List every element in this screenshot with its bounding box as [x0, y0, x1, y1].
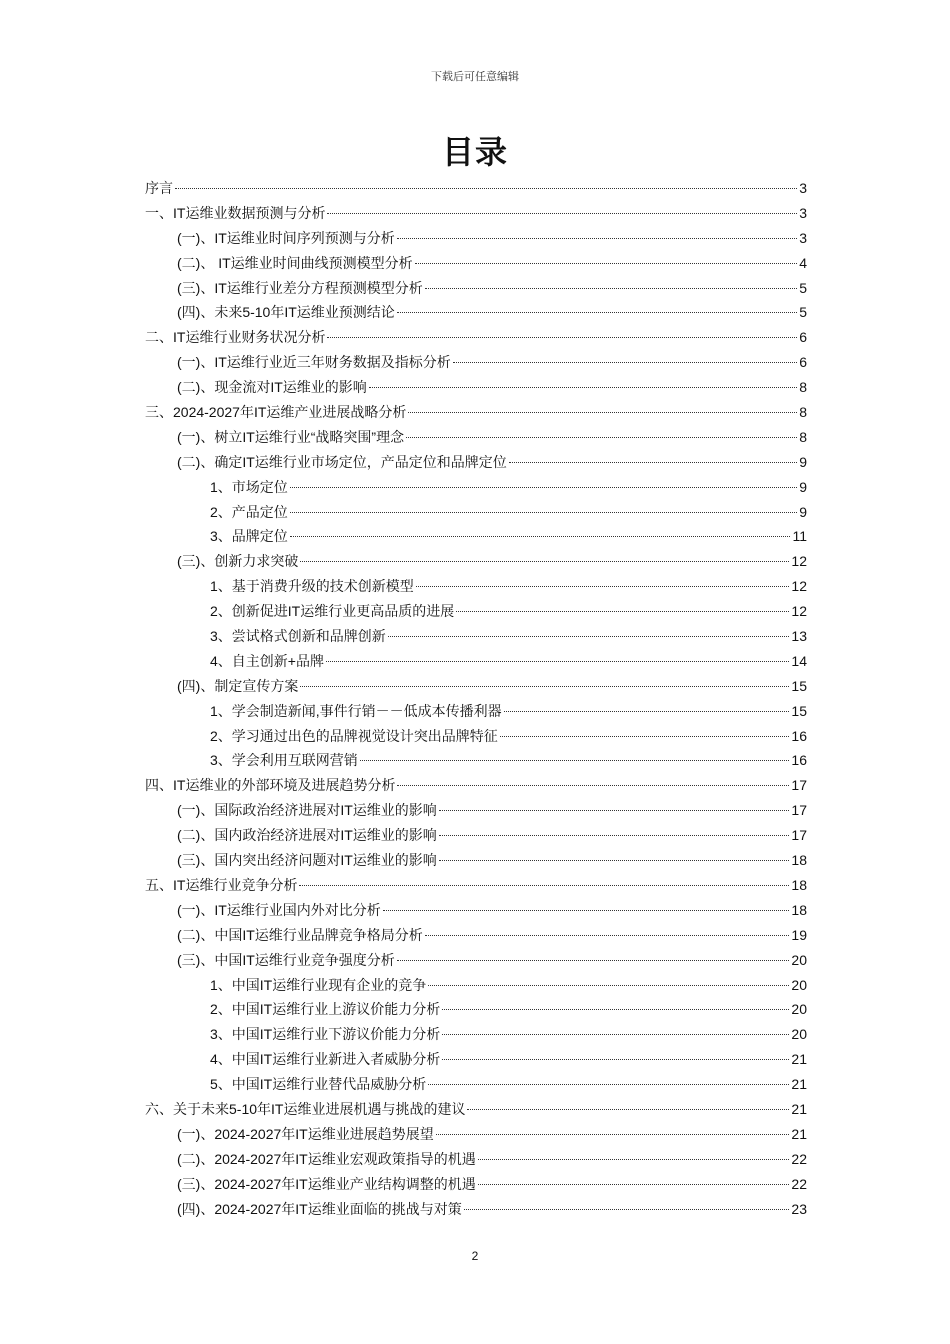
toc-entry[interactable] [145, 823, 807, 848]
toc-entry-title: (四)、2024-2027年IT运维业面临的挑战与对策 [177, 1200, 462, 1217]
toc-dot-leader [436, 1134, 790, 1135]
toc-entry-title: 1、基于消费升级的技术创新模型 [210, 578, 414, 595]
toc-entry[interactable] [145, 948, 807, 973]
toc-entry-title: 2、学习通过出色的品牌视觉设计突出品牌特征 [210, 727, 498, 744]
toc-entry-page: 16 [791, 752, 807, 769]
toc-entry[interactable] [145, 649, 807, 674]
toc-dot-leader [388, 636, 790, 637]
page-header: 下载后可任意编辑 [431, 71, 519, 83]
toc-entry-page: 5 [799, 304, 807, 321]
toc-dot-leader [290, 536, 791, 537]
toc-entry[interactable] [145, 500, 807, 525]
toc-entry[interactable] [145, 923, 807, 948]
toc-entry-title: 2、产品定位 [210, 503, 288, 520]
toc-entry-page: 13 [791, 628, 807, 645]
toc-entry-title: 二、IT运维行业财务状况分析 [145, 329, 326, 346]
toc-entry-title: 5、中国IT运维行业替代品威胁分析 [210, 1076, 427, 1093]
toc-entry-page: 17 [791, 777, 807, 794]
toc-entry-title: 序言 [145, 180, 173, 196]
toc-entry-title: (四)、制定宣传方案 [177, 677, 299, 694]
toc-dot-leader [397, 238, 797, 239]
toc-entry-title: (二)、国内政治经济进展对IT运维业的影响 [177, 827, 437, 844]
toc-entry-title: 2、中国IT运维行业上游议价能力分析 [210, 1001, 441, 1018]
toc-dot-leader [428, 1084, 789, 1085]
toc-entry-page: 18 [791, 852, 807, 869]
toc-entry-page: 21 [791, 1076, 807, 1093]
toc-dot-leader [478, 1184, 790, 1185]
toc-entry[interactable] [145, 325, 807, 350]
toc-entry-page: 22 [791, 1150, 807, 1167]
toc-entry-page: 22 [791, 1175, 807, 1192]
toc-entry[interactable] [145, 873, 807, 898]
toc-entry-page: 3 [799, 204, 807, 221]
toc-entry[interactable] [145, 1022, 807, 1047]
toc-entry-page: 3 [799, 180, 807, 196]
toc-entry-title: 2、创新促进IT运维行业更高品质的进展 [210, 603, 455, 620]
toc-entry[interactable] [145, 574, 807, 599]
toc-entry-title: 四、IT运维业的外部环境及进展趋势分析 [145, 777, 396, 794]
toc-entry-title: 六、关于未来5-10年IT运维业进展机遇与挑战的建议 [145, 1100, 466, 1117]
toc-entry-title: (三)、国内突出经济问题对IT运维业的影响 [177, 852, 437, 869]
toc-entry-page: 14 [791, 652, 807, 669]
toc-entry[interactable] [145, 1122, 807, 1147]
toc-entry[interactable] [145, 524, 807, 549]
toc-entry-title: 4、自主创新+品牌 [210, 652, 324, 669]
toc-entry-title: 五、IT运维行业竞争分析 [145, 876, 298, 893]
toc-entry-title: (一)、2024-2027年IT运维业进展趋势展望 [177, 1125, 434, 1142]
toc-entry-page: 18 [791, 876, 807, 893]
toc-entry-title: (三)、创新力求突破 [177, 553, 299, 570]
toc-entry[interactable] [145, 724, 807, 749]
toc-entry-title: (一)、国际政治经济进展对IT运维业的影响 [177, 802, 437, 819]
toc-dot-leader [299, 885, 789, 886]
toc-dot-leader [425, 288, 797, 289]
toc-entry-page: 20 [791, 951, 807, 968]
toc-entry-page: 17 [791, 827, 807, 844]
toc-dot-leader [467, 1109, 789, 1110]
toc-entry[interactable] [145, 898, 807, 923]
toc-dot-leader [383, 910, 790, 911]
toc-dot-leader [175, 188, 797, 189]
toc-entry-page: 5 [799, 279, 807, 296]
toc-entry-page: 4 [799, 254, 807, 271]
toc-entry-page: 15 [791, 702, 807, 719]
toc-dot-leader [300, 561, 789, 562]
toc-dot-leader [439, 810, 790, 811]
toc-dot-leader [500, 736, 790, 737]
toc-entry[interactable] [145, 251, 807, 276]
toc-entry[interactable] [145, 1147, 807, 1172]
toc-dot-leader [425, 935, 790, 936]
table-of-contents [145, 176, 807, 1221]
toc-entry-page: 21 [791, 1051, 807, 1068]
toc-entry-page: 8 [799, 428, 807, 445]
toc-entry[interactable] [145, 798, 807, 823]
toc-dot-leader [397, 312, 797, 313]
toc-entry-title: (一)、IT运维行业近三年财务数据及指标分析 [177, 354, 451, 371]
toc-dot-leader [397, 785, 789, 786]
toc-entry-page: 12 [791, 553, 807, 570]
toc-entry-title: (二)、 IT运维业时间曲线预测模型分析 [177, 254, 413, 271]
toc-entry-page: 21 [791, 1100, 807, 1117]
toc-entry-title: 3、尝试格式创新和品牌创新 [210, 628, 386, 645]
toc-entry[interactable] [145, 748, 807, 773]
toc-entry-page: 23 [791, 1200, 807, 1217]
toc-entry-page: 6 [799, 329, 807, 346]
toc-entry-page: 9 [799, 503, 807, 520]
toc-entry[interactable] [145, 375, 807, 400]
toc-dot-leader [453, 362, 797, 363]
toc-entry-title: (二)、中国IT运维行业品牌竞争格局分析 [177, 926, 423, 943]
toc-entry[interactable] [145, 400, 807, 425]
toc-entry-page: 9 [799, 478, 807, 495]
toc-dot-leader [290, 487, 797, 488]
toc-entry[interactable] [145, 773, 807, 798]
toc-entry-title: (二)、2024-2027年IT运维业宏观政策指导的机遇 [177, 1150, 476, 1167]
toc-dot-leader [416, 586, 790, 587]
toc-entry-page: 17 [791, 802, 807, 819]
toc-entry-title: 一、IT运维业数据预测与分析 [145, 204, 326, 221]
toc-dot-leader [397, 960, 790, 961]
toc-dot-leader [406, 437, 797, 438]
toc-entry-page: 21 [791, 1125, 807, 1142]
toc-dot-leader [504, 711, 790, 712]
toc-entry-title: (三)、2024-2027年IT运维业产业结构调整的机遇 [177, 1175, 476, 1192]
toc-entry-title: 1、市场定位 [210, 478, 288, 495]
toc-entry[interactable] [145, 475, 807, 500]
toc-entry-title: (二)、确定IT运维行业市场定位，产品定位和品牌定位 [177, 453, 507, 470]
toc-entry-title: (一)、IT运维业时间序列预测与分析 [177, 229, 395, 246]
toc-dot-leader [326, 661, 789, 662]
page-number: 2 [471, 1249, 479, 1263]
toc-entry[interactable] [145, 1197, 807, 1222]
toc-entry-title: (一)、树立IT运维行业“战略突围”理念 [177, 428, 405, 445]
toc-dot-leader [442, 1034, 789, 1035]
toc-entry-title: 3、品牌定位 [210, 528, 288, 545]
toc-entry[interactable] [145, 1072, 807, 1097]
toc-entry[interactable] [145, 201, 807, 226]
toc-entry[interactable] [145, 300, 807, 325]
toc-entry[interactable] [145, 1172, 807, 1197]
toc-entry[interactable] [145, 848, 807, 873]
toc-entry-page: 11 [792, 528, 807, 545]
toc-dot-leader [442, 1009, 789, 1010]
page-title: 目录 [441, 134, 508, 170]
toc-entry-page: 6 [799, 354, 807, 371]
toc-dot-leader [428, 985, 789, 986]
toc-dot-leader [439, 835, 790, 836]
toc-dot-leader [442, 1059, 789, 1060]
toc-dot-leader [478, 1159, 790, 1160]
toc-entry-page: 8 [799, 404, 807, 421]
toc-entry-title: 4、中国IT运维行业新进入者威胁分析 [210, 1051, 441, 1068]
toc-dot-leader [464, 1209, 790, 1210]
toc-entry-title: (四)、未来5-10年IT运维业预测结论 [177, 304, 395, 321]
toc-entry-title: 1、学会制造新闻,事件行销－－低成本传播利器 [210, 702, 502, 719]
toc-entry-title: 3、中国IT运维行业下游议价能力分析 [210, 1026, 441, 1043]
toc-dot-leader [439, 860, 790, 861]
toc-entry-page: 19 [791, 926, 807, 943]
toc-entry[interactable] [145, 674, 807, 699]
toc-entry-page: 18 [791, 901, 807, 918]
toc-entry-page: 16 [791, 727, 807, 744]
toc-dot-leader [327, 213, 797, 214]
toc-entry-page: 20 [791, 1001, 807, 1018]
toc-dot-leader [300, 686, 789, 687]
toc-dot-leader [290, 512, 797, 513]
toc-dot-leader [456, 611, 789, 612]
toc-entry-title: 三、2024-2027年IT运维产业进展战略分析 [145, 404, 407, 421]
toc-entry[interactable] [145, 176, 807, 201]
toc-dot-leader [369, 387, 797, 388]
toc-entry[interactable] [145, 973, 807, 998]
toc-entry[interactable] [145, 1097, 807, 1122]
toc-dot-leader [509, 462, 797, 463]
toc-entry[interactable] [145, 624, 807, 649]
toc-entry-page: 12 [791, 603, 807, 620]
toc-entry[interactable] [145, 226, 807, 251]
toc-dot-leader [408, 412, 797, 413]
toc-entry[interactable] [145, 599, 807, 624]
toc-entry[interactable] [145, 699, 807, 724]
toc-entry[interactable] [145, 425, 807, 450]
toc-entry-page: 12 [791, 578, 807, 595]
toc-entry[interactable] [145, 997, 807, 1022]
toc-dot-leader [327, 337, 797, 338]
toc-dot-leader [360, 760, 790, 761]
toc-entry[interactable] [145, 350, 807, 375]
toc-entry-title: (三)、IT运维行业差分方程预测模型分析 [177, 279, 423, 296]
toc-entry-page: 8 [799, 379, 807, 396]
toc-entry-title: (三)、中国IT运维行业竞争强度分析 [177, 951, 395, 968]
toc-entry-page: 15 [791, 677, 807, 694]
toc-entry-title: (二)、现金流对IT运维业的影响 [177, 379, 367, 396]
toc-entry[interactable] [145, 276, 807, 301]
toc-entry-title: 3、学会利用互联网营销 [210, 752, 358, 769]
toc-entry-page: 20 [791, 1026, 807, 1043]
toc-entry-page: 20 [791, 976, 807, 993]
toc-entry[interactable] [145, 1047, 807, 1072]
toc-entry-title: 1、中国IT运维行业现有企业的竞争 [210, 976, 427, 993]
toc-entry[interactable] [145, 450, 807, 475]
toc-entry-title: (一)、IT运维行业国内外对比分析 [177, 901, 381, 918]
toc-entry-page: 3 [799, 229, 807, 246]
toc-entry[interactable] [145, 549, 807, 574]
toc-entry-page: 9 [799, 453, 807, 470]
toc-dot-leader [415, 263, 798, 264]
